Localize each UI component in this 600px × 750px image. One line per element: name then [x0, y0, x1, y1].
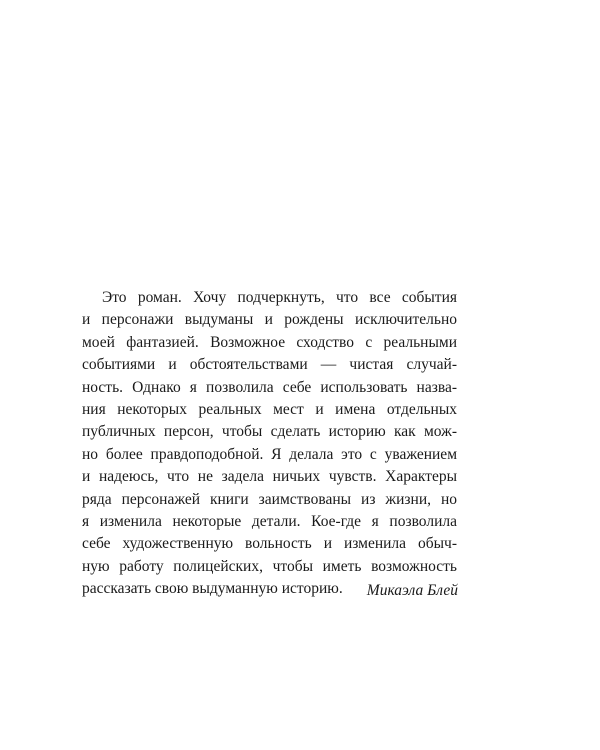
disclaimer-line: ность. Однако я позволила себе использовать назва-	[82, 378, 457, 396]
disclaimer-line: и персонажи выдуманы и рождены исключительно	[82, 311, 457, 329]
disclaimer-line: ную работу полицейских, чтобы иметь возможность	[82, 557, 457, 575]
disclaimer-line: рассказать свою выдуманную историю.	[82, 580, 343, 598]
author-disclaimer	[82, 287, 457, 600]
disclaimer-line: себе художественную вольность и изменила обыч-	[82, 535, 457, 553]
disclaimer-line: и надеюсь, что не задела ничьих чувств. Характеры	[82, 468, 457, 486]
disclaimer-line: публичных персон, чтобы сделать историю как мож-	[82, 423, 457, 441]
disclaimer-line: ния некоторых реальных мест и имена отдельных	[82, 400, 457, 418]
disclaimer-line: событиями и обстоятельствами — чистая случай-	[82, 356, 457, 374]
disclaimer-line: моей фантазией. Возможное сходство с реальными	[82, 333, 457, 351]
disclaimer-line: Это роман. Хочу подчеркнуть, что все события	[102, 289, 457, 306]
author-signature: Микаэла Блей	[366, 582, 458, 599]
disclaimer-line: я изменила некоторые детали. Кое-где я позволила	[82, 512, 457, 530]
disclaimer-line: но более правдоподобной. Я делала это с уважением	[82, 445, 457, 463]
disclaimer-line: ряда персонажей книги заимствованы из жизни, но	[82, 490, 457, 508]
